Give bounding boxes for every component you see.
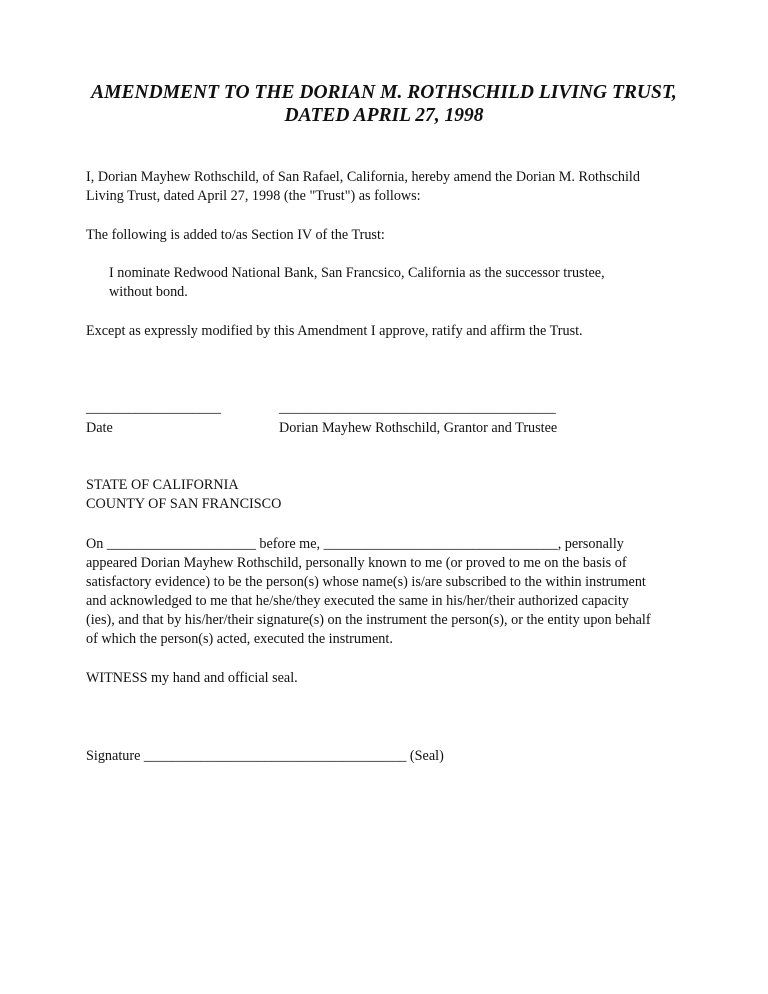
nomination-paragraph <box>109 264 709 302</box>
notary-acknowledgment <box>86 535 686 649</box>
intro-paragraph <box>86 168 686 206</box>
notary-signature-line: Signature _____________________________________ (Seal) <box>86 748 444 764</box>
notary-line-2: appeared Dorian Mayhew Rothschild, personally known to me (or proved to me on the basis of <box>86 555 627 571</box>
notary-signature <box>86 747 686 766</box>
intro-line-1: I, Dorian Mayhew Rothschild, of San Rafael, California, hereby amend the Dorian M. Rothschild <box>86 169 640 185</box>
title-line-1: AMENDMENT TO THE DORIAN M. ROTHSCHILD LIVING TRUST, <box>91 82 677 103</box>
venue-state: STATE OF CALIFORNIA <box>86 477 239 493</box>
witness-text: WITNESS my hand and official seal. <box>86 670 298 686</box>
date-label: Date <box>86 420 113 436</box>
grantor-signature-line: _______________________________________ <box>279 400 556 416</box>
notary-line-1: On _____________________ before me, _________________________________, personally <box>86 536 624 552</box>
section-intro <box>86 226 686 245</box>
grantor-label: Dorian Mayhew Rothschild, Grantor and Trustee <box>279 420 558 436</box>
nomination-line-1: I nominate Redwood National Bank, San Francsico, California as the successor trustee, <box>109 265 605 281</box>
notary-line-6: of which the person(s) acted, executed the instrument. <box>86 631 393 647</box>
notary-line-3: satisfactory evidence) to be the person(s) whose name(s) is/are subscribed to the within instrument <box>86 574 646 590</box>
document-title <box>60 81 708 127</box>
nomination-line-2: without bond. <box>109 284 188 300</box>
section-intro-text: The following is added to/as Section IV of the Trust: <box>86 227 385 243</box>
notary-line-5: (ies), and that by his/her/their signature(s) on the instrument the person(s), or the entity upon behalf <box>86 612 651 628</box>
intro-line-2: Living Trust, dated April 27, 1998 (the "Trust") as follows: <box>86 188 421 204</box>
date-signature-line: ___________________ <box>86 400 221 416</box>
ratify-paragraph <box>86 322 686 341</box>
ratify-text: Except as expressly modified by this Amendment I approve, ratify and affirm the Trust. <box>86 323 583 339</box>
title-line-2: DATED APRIL 27, 1998 <box>284 105 484 126</box>
notary-line-4: and acknowledged to me that he/she/they executed the same in his/her/their authorized capacity <box>86 593 629 609</box>
venue-block <box>86 476 686 514</box>
witness-paragraph <box>86 669 686 688</box>
venue-county: COUNTY OF SAN FRANCISCO <box>86 496 282 512</box>
